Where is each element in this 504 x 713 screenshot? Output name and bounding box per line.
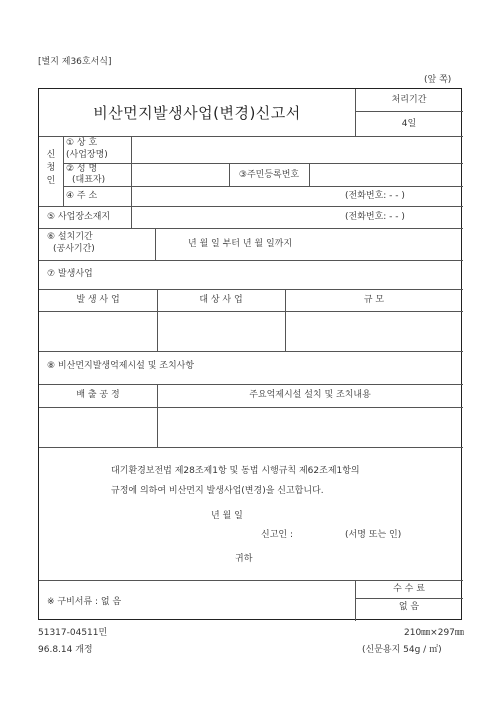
form-title: 비산먼지발생사업(변경)신고서	[93, 104, 301, 122]
applicant-group-label: 신 청 인	[46, 150, 56, 186]
resident-number-label: ③주민등록번호	[238, 170, 300, 180]
declaration-date: 년 월 일	[211, 511, 243, 521]
installation-period-sublabel: (공사기간)	[53, 244, 95, 254]
form-frame	[38, 88, 462, 620]
facilities-section-label: ⑧ 비산먼지발생억제시설 및 조치사항	[47, 361, 195, 371]
address-phone-text: (전화번호: - - )	[345, 191, 405, 201]
declaration-recipient: 귀하	[235, 554, 253, 564]
business-section-label: ⑦ 발생사업	[47, 269, 93, 279]
declaration-line-2: 규정에 의하여 비산먼지 발생사업(변경)을 신고합니다.	[111, 486, 324, 496]
required-documents: ※ 구비서류 : 없 음	[47, 597, 122, 607]
installation-period-range: 년 월 일 부터 년 월 일까지	[187, 239, 293, 249]
processing-period-value: 4일	[401, 119, 417, 129]
fee-label: 수 수 료	[393, 584, 425, 594]
business-col-scale: 규 모	[363, 295, 385, 305]
business-col-target: 대 상 사 업	[199, 295, 243, 305]
declaration-line-1: 대기환경보전법 제28조제1항 및 동법 시행규칙 제62조제1항의	[111, 466, 360, 476]
form-code: 51317-04511민	[38, 628, 108, 638]
site-location-label: ⑤ 사업장소재지	[47, 212, 111, 222]
page-side-label: (앞 쪽)	[424, 75, 452, 85]
fee-value: 없 음	[398, 602, 420, 612]
facilities-col-process: 배 출 공 정	[76, 390, 120, 400]
address-label: ④ 주 소	[66, 191, 98, 201]
representative-name-sublabel: (대표자)	[72, 175, 106, 185]
facilities-col-measures: 주요억제시설 설치 및 조치내용	[249, 390, 371, 400]
site-phone-text: (전화번호: - - )	[345, 212, 405, 222]
representative-name-label: ② 성 명	[66, 164, 98, 174]
revision-date: 96.8.14 개정	[38, 645, 93, 655]
company-name-sublabel: (사업장명)	[66, 150, 108, 160]
declaration-applicant-label: 신고인 :	[261, 530, 293, 540]
processing-period-label: 처리기간	[391, 95, 427, 105]
installation-period-label: ⑥ 설치기간	[47, 232, 93, 242]
business-col-generating: 발 생 사 업	[76, 295, 120, 305]
declaration-signature-note: (서명 또는 인)	[345, 530, 402, 540]
paper-type: (신문용지 54g / ㎡)	[362, 645, 442, 655]
paper-size: 210㎜×297㎜	[404, 628, 464, 638]
company-name-label: ① 상 호	[66, 138, 98, 148]
form-number: [별지 제36호서식]	[38, 57, 112, 67]
